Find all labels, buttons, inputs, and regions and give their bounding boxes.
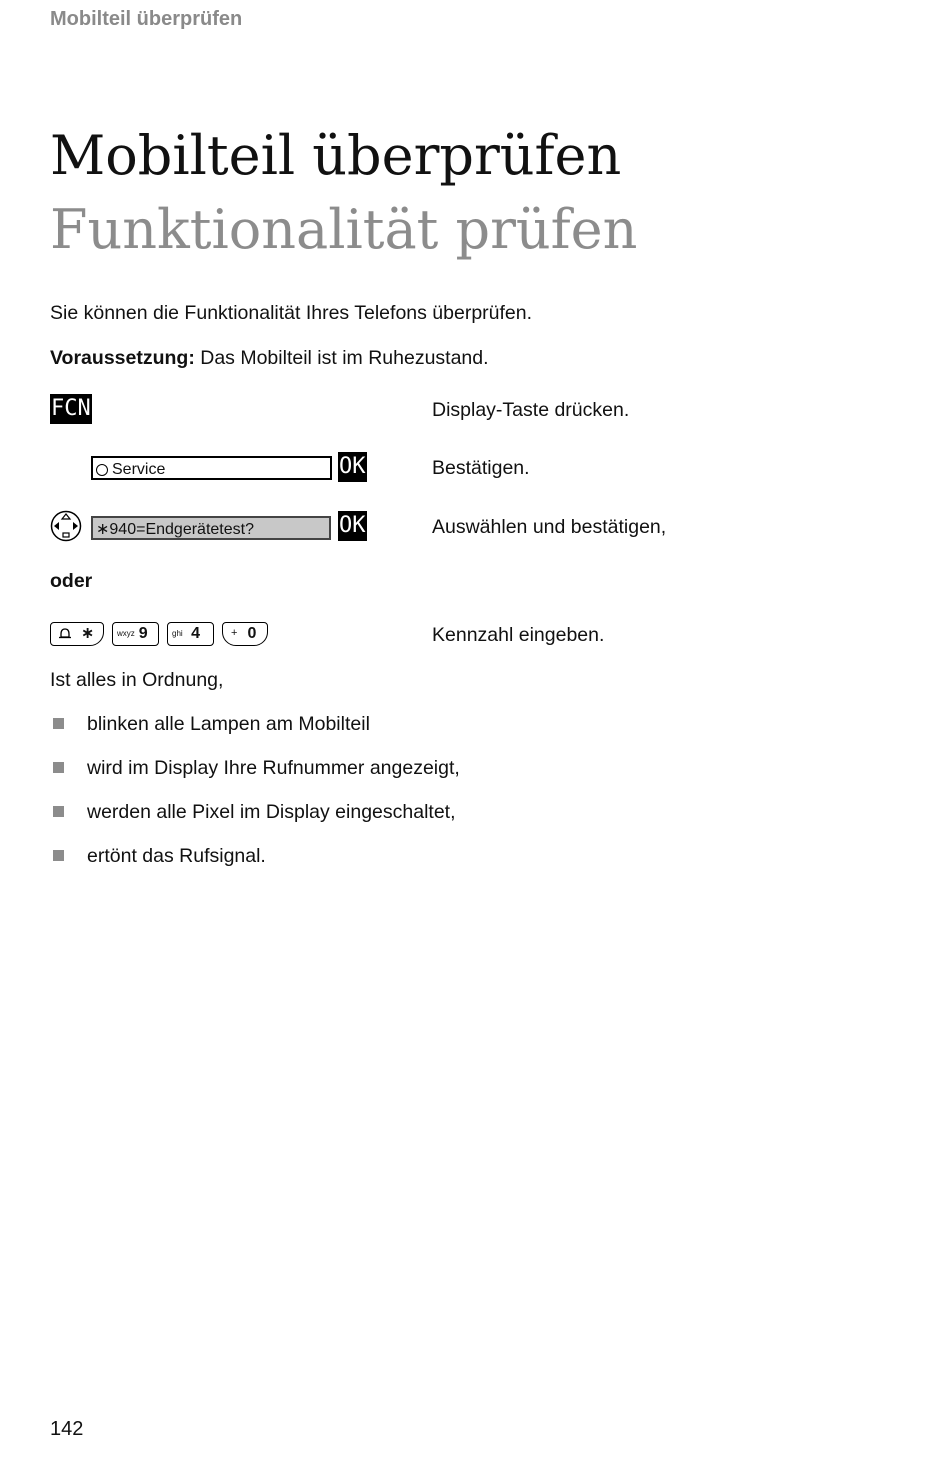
ok-key: OK: [338, 452, 367, 482]
precondition: [50, 346, 489, 370]
key-0: [222, 622, 268, 646]
display-service: [91, 456, 332, 480]
bullet-square-icon: [53, 806, 64, 817]
radio-circle-icon: [96, 464, 108, 476]
page-title: Mobilteil überprüfen: [50, 124, 622, 187]
key-0-plus: +: [231, 627, 238, 639]
star-key: [50, 622, 104, 646]
key-4-letters: ghi: [172, 629, 183, 638]
precondition-text: Das Mobilteil ist im Ruhezustand.: [194, 347, 489, 369]
keypad-description: Kennzahl eingeben.: [432, 624, 605, 646]
result-intro: Ist alles in Ordnung,: [50, 669, 224, 691]
key-4-digit: 4: [191, 625, 201, 642]
ok-key-2: OK: [338, 511, 367, 541]
key-4: [167, 622, 214, 646]
step-2-description: Bestätigen.: [432, 457, 530, 479]
precondition-label: Voraussetzung:: [50, 347, 195, 369]
bell-icon: [58, 627, 72, 641]
bullet-square-icon: [53, 762, 64, 773]
key-9-digit: 9: [138, 625, 148, 642]
bullet-square-icon: [53, 718, 64, 729]
step-1-description: Display-Taste drücken.: [432, 399, 630, 421]
step-3-description: Auswählen und bestätigen,: [432, 516, 667, 538]
page-subtitle: Funktionalität prüfen: [50, 198, 638, 261]
star-key-label: ∗: [81, 625, 95, 642]
intro-text: Sie können die Funktionalität Ihres Telefons überprüfen.: [50, 302, 533, 324]
key-9: [112, 622, 159, 646]
fcn-key: FCN: [50, 394, 92, 424]
key-0-digit: 0: [247, 625, 257, 642]
display-service-text: Service: [112, 461, 166, 478]
display-endgeraetetest: ∗940=Endgerätetest?: [91, 516, 331, 540]
key-9-letters: wxyz: [117, 629, 135, 638]
page-number: 142: [50, 1418, 84, 1440]
navigation-key-icon: [50, 510, 82, 542]
running-header: Mobilteil überprüfen: [50, 8, 243, 30]
alternative-label: oder: [50, 570, 93, 592]
bullet-square-icon: [53, 850, 64, 861]
